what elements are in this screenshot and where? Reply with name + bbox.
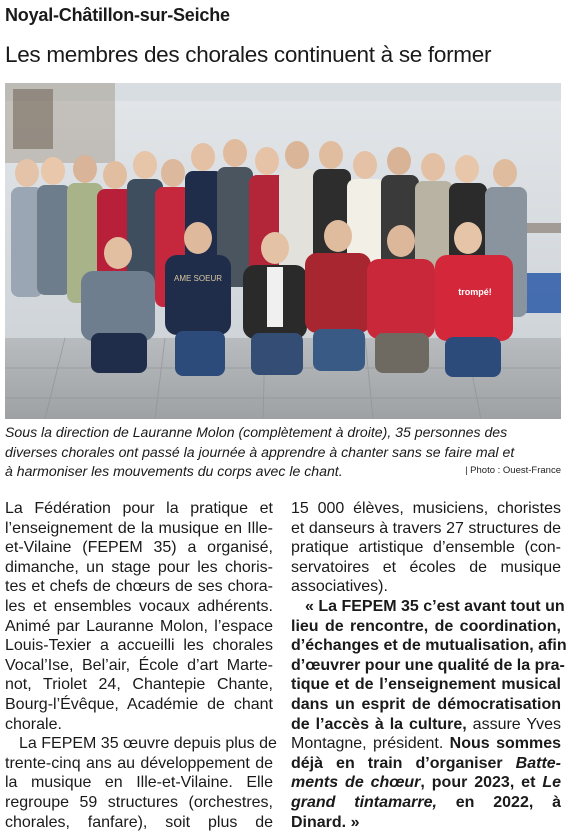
body-line: dimanche, un stage pour les choris-	[5, 558, 273, 578]
quote-fragment: en 2022, à	[437, 794, 561, 811]
quote-line: « La FEPEM 35 c’est avant tout un	[291, 597, 561, 617]
quote-line-mixed	[291, 734, 561, 754]
body-line: servatoires et écoles de musique	[291, 558, 561, 578]
group-photo-illustration	[5, 83, 561, 419]
body-line: chorale.	[5, 715, 273, 735]
quote-line: d’œuvrer pour une qualité de la pra-	[291, 656, 561, 676]
attribution-fragment: .	[439, 735, 450, 752]
quote-line: lieu de rencontre, de coordination,	[291, 617, 561, 637]
article-column-left	[5, 499, 273, 832]
body-line: associatives).	[291, 577, 561, 597]
quote-line: d’échanges et de mutualisation, afin	[291, 636, 561, 656]
group-photo	[5, 83, 561, 419]
body-line: et-Vilaine (FEPEM 35) a organisé,	[5, 538, 273, 558]
quote-fragment: de l’accès à la culture,	[291, 716, 467, 733]
article-column-right	[291, 499, 561, 832]
body-line: Bourg-l’Évêque, Académie de chant	[5, 695, 273, 715]
quote-line-mixed	[291, 793, 561, 813]
quote-line-mixed	[291, 773, 561, 793]
quote-fragment: déjà en train d’organiser	[291, 755, 516, 772]
body-line: la musique en Ille-et-Vilaine. Elle	[5, 773, 273, 793]
caption-line: diverses chorales ont passé la journée à apprendre à chanter sans se faire mal et	[5, 443, 561, 463]
body-line: tes et chefs de chœurs de ses chora-	[5, 577, 273, 597]
photo-credit: | Photo : Ouest-France	[465, 465, 561, 477]
body-line: chorales, fanfare), soit plus de	[5, 813, 273, 832]
quote-fragment: Nous sommes	[450, 735, 561, 752]
body-line: Animé par Lauranne Molon, l’espace	[5, 617, 273, 637]
body-line: 15 000 élèves, musiciens, choristes	[291, 499, 561, 519]
body-line: Vocal’Ise, Bel’air, École d’art Marte-	[5, 656, 273, 676]
event-title-fragment: Le	[542, 774, 561, 791]
quote-line-mixed	[291, 754, 561, 774]
body-line: Louis-Texier a accueilli les chorales	[5, 636, 273, 656]
body-line: les et ensembles vocaux adhérents.	[5, 597, 273, 617]
event-title-fragment: Batte-	[516, 755, 561, 772]
event-title-fragment: grand tintamarre,	[291, 794, 437, 811]
article-headline: Les membres des chorales continuent à se former	[5, 40, 491, 70]
attribution-fragment: assure Yves	[467, 716, 561, 733]
event-title-fragment: ments de chœur	[291, 774, 420, 791]
body-line: regroupe 59 structures (orchestres,	[5, 793, 273, 813]
article-kicker: Noyal-Châtillon-sur-Seiche	[5, 2, 230, 28]
quote-line-mixed	[291, 715, 561, 735]
quote-line: Dinard. »	[291, 813, 561, 832]
body-line: pratique artistique d’ensemble (con-	[291, 538, 561, 558]
caption-line: Sous la direction de Lauranne Molon (complètement à droite), 35 personnes des	[5, 423, 561, 443]
quote-fragment: , pour 2023, et	[420, 774, 542, 791]
body-line: La FEPEM 35 œuvre depuis plus de	[5, 734, 273, 754]
body-line: not, Triolet 24, Chantepie Chante,	[5, 675, 273, 695]
attribution-fragment: Montagne, président	[291, 735, 439, 752]
body-line: trente-cinq ans au développement de	[5, 754, 273, 774]
quote-line: tique et de l’enseignement musical	[291, 675, 561, 695]
body-line: et danseurs à travers 27 structures de	[291, 519, 561, 539]
quote-line: dans un esprit de démocratisation	[291, 695, 561, 715]
sweater-text-left: AME SOEUR	[174, 274, 222, 283]
body-line: l’enseignement de la musique en Ille-	[5, 519, 273, 539]
body-line: La Fédération pour la pratique et	[5, 499, 273, 519]
caption-line: à harmoniser les mouvements du corps avec le chant.	[5, 462, 561, 482]
sweater-text-right: trompé!	[458, 287, 492, 297]
